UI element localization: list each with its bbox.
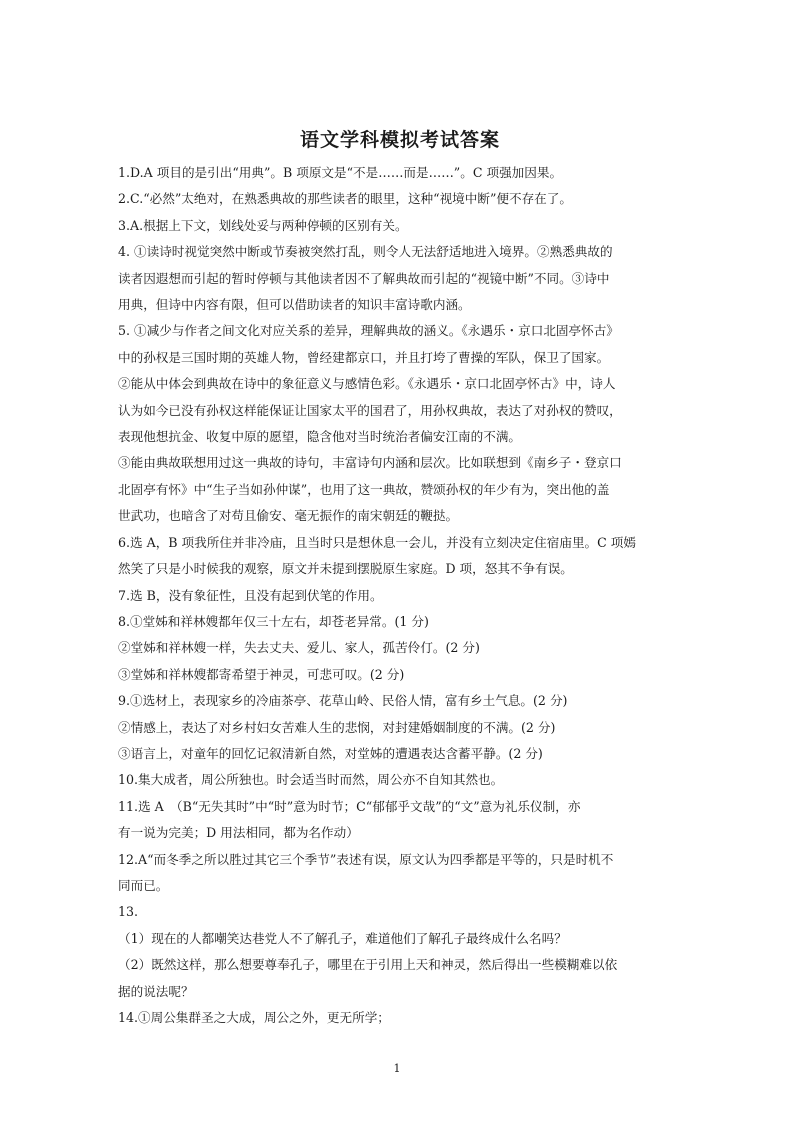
answer-line: 3.A.根据上下文，划线处妥与两种停顿的区别有关。: [118, 217, 408, 233]
answer-line: 12.A“而冬季之所以胜过其它三个季节”表述有误，原文认为四季都是平等的，只是时机不: [118, 851, 614, 867]
answer-line: 13.: [118, 904, 139, 920]
answer-line: 8.①堂姊和祥林嫂都年仅三十左右，却苍老异常。(1 分): [118, 613, 429, 629]
answer-line: 据的说法呢？: [118, 983, 194, 999]
answer-line: （1）现在的人都嘲笑达巷党人不了解孔子，难道他们了解孔子最终成什么名吗？: [118, 930, 567, 946]
answer-line: 用典，但诗中内容有限，但可以借助读者的知识丰富诗歌内涵。: [118, 297, 471, 313]
answer-line: 6.选 A，B 项我所住并非冷庙，且当时只是想休息一会儿，并没有立刻决定住宿庙里。C 项嫣: [118, 534, 636, 550]
answer-line: 有一说为完美；D 用法相同，都为名作动）: [118, 825, 359, 841]
answer-line: 同而已。: [118, 877, 169, 893]
answer-line: 认为如今已没有孙权这样能保证让国家太平的国君了，用孙权典故，表达了对孙权的赞叹，: [118, 402, 622, 418]
answer-line: 9.①选材上，表现家乡的冷庙茶亭、花草山岭、民俗人情，富有乡土气息。(2 分): [118, 693, 568, 709]
answer-line: ②情感上，表达了对乡村妇女苦难人生的悲悯，对封建婚姻制度的不满。(2 分): [118, 719, 556, 735]
answer-line: 然笑了只是小时候我的观察，原文并未提到摆脱原生家庭。D 项，怒其不争有误。: [118, 561, 573, 577]
answer-line: ③能由典故联想用过这一典故的诗句，丰富诗句内涵和层次。比如联想到《南乡子・登京口: [118, 455, 622, 471]
answer-line: 11.选 A （B“无失其时”中“时”意为时节；C“郁郁乎文哉”的“文”意为礼乐仪制，亦: [118, 798, 581, 814]
answer-line: 1.D.A 项目的是引出“用典”。B 项原文是“不是……而是……”。C 项强加因果。: [118, 165, 563, 180]
answer-line: 10.集大成者，周公所独也。时会适当时而然，周公亦不自知其然也。: [118, 772, 504, 788]
answer-line: 读者因遐想而引起的暂时停顿与其他读者因不了解典故而引起的“视镜中断”不同。③诗中: [118, 270, 610, 286]
answer-line: 北固亭有怀》中“生子当如孙仲谋”，也用了这一典故，赞颂孙权的年少有为，突出他的盖: [118, 481, 610, 497]
answer-line: 中的孙权是三国时期的英雄人物，曾经建都京口，并且打垮了曹操的军队，保卫了国家。: [118, 349, 610, 365]
answer-body: [118, 160, 682, 1031]
answer-line: 4. ①读诗时视觉突然中断或节奏被突然打乱，则令人无法舒适地进入境界。②熟悉典故的: [118, 244, 613, 260]
answer-line: 7.选 B，没有象征性，且没有起到伏笔的作用。: [118, 587, 383, 603]
answer-line: ②能从中体会到典故在诗中的象征意义与感情色彩。《永遇乐・京口北固亭怀古》中，诗人: [118, 376, 616, 392]
answer-line: 14.①周公集群圣之大成，周公之外，更无所学；: [118, 1010, 390, 1025]
answer-line: ②堂姊和祥林嫂一样，失去丈夫、爱儿、家人，孤苦伶仃。(2 分): [118, 640, 480, 656]
page-title: 语文学科模拟考试答案: [299, 129, 500, 151]
answer-line: 世武功，也暗含了对苟且偷安、毫无振作的南宋朝廷的鞭挞。: [118, 508, 459, 524]
answer-line: 2.C.“必然”太绝对，在熟悉典故的那些读者的眼里，这种“视境中断”便不存在了。: [118, 191, 572, 207]
answer-line: 5. ①减少与作者之间文化对应关系的差异，理解典故的涵义。《永遇乐・京口北固亭怀古》: [118, 323, 619, 339]
answer-line: ③语言上，对童年的回忆记叙清新自然，对堂姊的遭遇表达含蓄平静。(2 分): [118, 745, 543, 761]
page-number: 1: [393, 1062, 401, 1075]
answer-line: ③堂姊和祥林嫂都寄希望于神灵，可悲可叹。(2 分): [118, 666, 405, 682]
answer-line: （2）既然这样，那么想要尊奉孔子，哪里在于引用上天和神灵，然后得出一些模糊难以依: [118, 957, 618, 973]
answer-line: 表现他想抗金、收复中原的愿望，隐含他对当时统治者偏安江南的不满。: [118, 429, 521, 445]
